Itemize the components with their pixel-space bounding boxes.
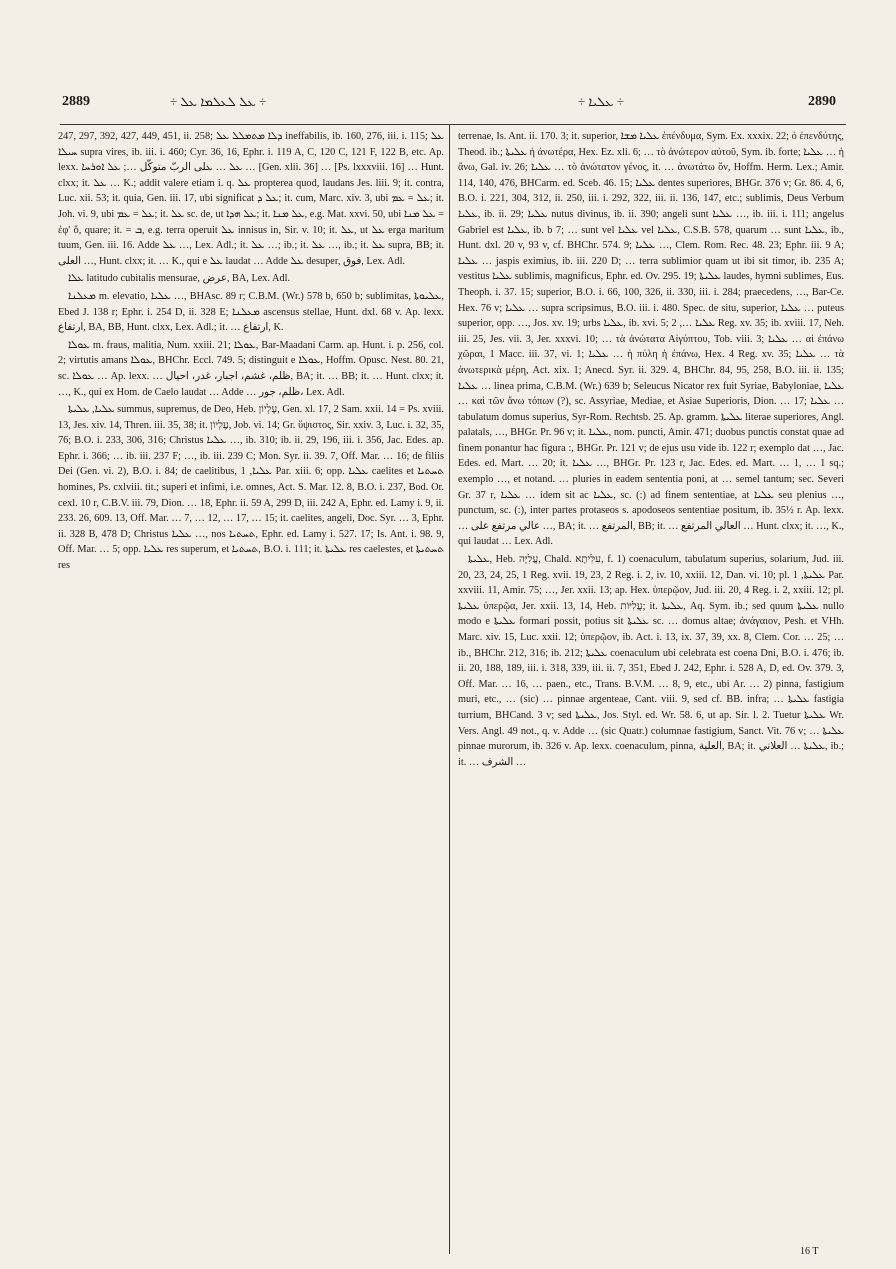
running-head-left: ÷ ܥܠ ܠܥܠܡܐ ܥܠ ÷ bbox=[170, 94, 267, 109]
column-divider bbox=[449, 124, 450, 1254]
entry: ܡܥܠܢܐ m. elevatio, ܥܠܝܐ …, BHAsc. 89 r; C.B.M. (Wr.) 578 b, 650 b; sublimitas, ܥܠܝܘܬܐ, Ebed J. 138 r; Ephr. i. 254 D, ii. 328 E; ܡܥܠܢܐ ascensus stellae, Hunt. dxl. 68 v. Ap. lexx. ارتفاع, BA, BB, Hunt. clxx, Lex. Adl.; it. … ارتفاع, K. bbox=[58, 290, 444, 334]
entry-continuation: 247, 297, 392, 427, 449, 451, ii. 258; ܕܠܐ ܡܬܡܠܠ ܥܠ ineffabilis, ib. 160, 276, iii. i. 115; ܥܠ ܚܝܠܐ supra vires, ib. iii. i. 460; Cyr. 36, 16, Ephr. i. 119 A, C, 120 C, 121 F, 122 B, etc. Ap. lexx. ܥܠ … ܥلى الربّ متوكّل …; ܥܠ ܐܘܪܚܐ … [Gen. xlii. 36] … [Ps. lxxxviii. 16] … Hunt. clxx; it. ܥܠ … K.; addit valere etiam i. q. ܥܠ propterea quod, laudans Jes. liii. 9; it. contra, Luc. xii. 53; it. quia, Gen. iii. 17, ubi significat ܥܠ ܕ; it. cum, Marc. xiv. 3, ubi ܥܠ = ܥܡ; it. Joh. vi. 9, ubi ܥܠ = ܥܡ; it. ܥܠ sc. de, ut ܥܠ ܗܕܐ; it. ܥܠ ܡܢܐ, e.g. Mat. xxvi. 50, ubi ܥܠ ܡܢܐ = ἐφ' ὅ, quare; it. = ܒ, e.g. terra operuit ܥܠ innisus in, Sir. v. 10; it. ܥܠ, ut ܥܠ erga maritum tuum, Gen. iii. 16. Adde ܥܠ …, Lex. Adl.; it. ܥܠ …; ib.; it. ܥܠ …, ib.; it. ܥܠ supra, BB; it. العلى …, Hunt. clxx; it. … K., qui e ܥܠ laudat … Adde ܥܠ desuper, فوق, Lex. Adl. bbox=[58, 131, 444, 267]
entry: ܥܘܠܐ m. fraus, malitia, Num. xxiii. 21; ܥܘܠܐ, Bar-Maadani Carm. ap. Hunt. i. p. 256, col. 2; virtutis amans ܥܘܠܐ, BHChr. Eccl. 749. 5; distinguit e ܥܘܠܐ, Hoffm. Opusc. Nest. 80. 21, sc. ܥܘܠܐ … Ap. lexx. … ظلم، غشم، اجبار، غدر، احيال, BA; it. … BB; it. … Hunt. clxx; it. …, K., qui ex Hom. de Caelo laudat … Adde … ظلم، جور، Lex. Adl. bbox=[58, 339, 444, 398]
page-number-right: 2890 bbox=[808, 94, 836, 109]
running-header bbox=[58, 94, 836, 118]
header-rule bbox=[60, 124, 846, 125]
entry: ܥܠܝܬܐ, Heb. עֲלִיָּה, Chald. עִלִּיתָא, f. 1) coenaculum, tabulatum superius, solarium, Jud. iii. 20, 23, 24, 25, 1 Reg. xvii. 19, 23, 2 Reg. i. 2, iv. 10, xxiii. 12, Dan. vi. 10; pl. ܥܠܝܬܐ, 1 Par. xxviii. 11, Amir. 75; …, Jer. xxii. 13; ap. Hex. ὑπερῷον, Jud. iii. 20, 4 Reg. i. 2, xxiii. 12; pl. ܥܠܝܬܐ ὑπερῷα, Jer. xxii. 13, 14, Heb. עֲלִיּוֹת; it. ܥܠܝܬܐ, Aq. Sym. ib.; sed quum ܥܠܝܬܐ nullo modo e ܥܠܝܬܐ formari possit, potius sit ܥܠܝܬܐ sc. … domus altae; ἀνάγαιον, Pesh. et VHh. Marc. xiv. 15, Luc. xxii. 12; ὑπερῷον, ib. Act. i. 13, ix. 37, 39, xx. 8, Clem. Cor. … 25; … ib., BHChr. 212, 316; ib. 212; ܥܠܝܬܐ coenaculum ubi celebrata est coena Dni, B.O. i. 476; ib. ii. 20, 188, 189, iii. i. 318, 339, iii. ii. 7, 351, Ebed J. 242, Ephr. i. 528 A, D, ed. Ov. 379. 3, Off. Mar. … 16, … paen., etc., Trans. B.V.M. … 8, 9, etc., ubi Ar. … 2) pinna, fastigium muri, etc., … (sic) … pinnae argenteae, Cant. viii. 9, sed cf. BB. infra; … ܥܠܝܬܐ fastigia turrium, BHCand. 3 v; sed ܥܠܝܬܐ, Jos. Styl. ed. Wr. 58. 6, ut ap. Sir. l. 2. Tuetur ܥܠܝܬܐ Wr. Vers. Angl. 49 not., q. v. Adde … (sic Quatr.) columnae fastigium, Sanct. Vit. 76 v; … ܥܠܝܬܐ pinnae murorum, ib. 326 v. Ap. lexx. coenaculum, pinna, العلية, BA; it. ܥܠܝܬܐ … العلاني, ib.; it. … الشرف … bbox=[458, 554, 844, 768]
printer-signature: 16 T bbox=[800, 1246, 819, 1257]
left-column bbox=[58, 129, 444, 1247]
entry-continuation: terrenae, Is. Ant. ii. 170. 3; it. superior, ܥܠܝܐ ܡܫܐ ἐπένδυμα, Sym. Ex. xxxix. 22; ὁ ἐπενδύτης, Theod. ib.; ܥܠܝܬܐ ἡ ἀνωτέρα, Hex. Ez. xli. 6; … τὸ ἀνώτερον αὐτοῦ, Sym. ib. forte; ܥܠܝܐ … ἡ ἄνω, Gal. iv. 26; ܥܠܝܐ … τὸ ἀνώτατον γένος, it. … ἀνωτάτω ὄν, Hoffm. Herm. Lex.; Amir. 114, 140, 476, BHCarm. ed. Sceb. 46. 15; ܥܠܝܐ dentes superiores, BHGr. 376 v; Gr. 86. 4, 6, B.O. i. 221, 304, 312, ii. 250, iii. i. 292, 322, iii. ii. 136, 147, etc.; sublimis, Deus Verbum ܥܠܝܐ, ib. ii. 29; ܥܠܝܐ nutus divinus, ib. ii. 390; angeli sunt ܥܠܝܐ …, ib. iii. i. 111; angelus Gabriel est ܥܠܝܐ, ib. b 7; … sunt vel ܥܠܝܐ vel ܥܠܝܐ, C.S.B. 578, quarum … sunt ܥܠܝܐ, ib., Hunt. dxl. 20 v, 93 v, cf. BHChr. 574. 9; ܥܠܝܐ …, Clem. Rom. Rec. 48. 23; Ephr. iii. 9 A; ܥܠܝܐ … jaspis eximius, ib. iii. 220 D; … terra sublimior quam ut ibi sit timor, ib. 235 A; vestitus ܥܠܝܐ sublimis, magnificus, Ephr. ed. Ov. 295. 19; ܥܠܝܬܐ laudes, hymni sublimes, Eus. Theoph. i. 37. 15; superior, B.O. i. 66, 100, 326, ii. 330, iii. i. 284; praecedens, …, Bar-Ce. Hex. 76 v; ܥܠܝܐ … supra scripsimus, B.O. iii. i. 480. Spec. de situ, superior, ܥܠܝܐ … puteus superior, opp. …, Jos. xv. 19; urbs ܥܠܝܐ, ib. xvi. 5; ܥܠܝܐ …, 2 Reg. xv. 35; ib. xviii. 17, Neh. iii. 25, Jes. vii. 3, Jer. xxxvi. 10; … τὰ ἀνώτατα Αἰγύπτου, Tob. viii. 3; ܥܠܝܐ … αἱ ἐπάνω χῶραι, 1 Macc. iii. 37, vi. 1; ܥܠܝܐ … ἡ πύλη ἡ ἐπάνω, Hex. 4 Reg. xv. 35; ܥܠܝܐ … τὰ ἀνωτερικὰ μέρη, Act. xix. 1; Anecd. Syr. ii. 329. 4, BHChr. 84, 95, 258, B.O. iii. ii. 135; ܥܠܝܐ … linea prima, C.B.M. (Wr.) 639 b; Seleucus Nicator rex fuit Syriae, Babyloniae, ܥܠܝܐ … καὶ τῶν ἄνω τόπων (?), sc. Assyriae, Mediae, et Asiae Superioris, Dion. … 17; ܥܠܝܐ … tabulatum domus superius, Syr-Rom. Rechtsb. 25. Ap. gramm. ܥܠܝܬܐ literae superiores, Angl. palatals, …, BHGr. Pr. 96 v; it. ܥܠܝܐ, nom. puncti, Amir. 471; duobus punctis constat quae ad finem ponantur hac figura :, BHGr. Pr. 121 v; de ejus usu vide ib. 122 r; exemplo dat …, Jac. Edes. ed. Mart. … 20; it. ܥܠܝܐ …, BHGr. Pr. 123 r, Jac. Edes. ed. Mart. … 1, … 1 sq.; exemplo …, et notand. … pluries in eadem sententia poni, at … semel tantum; sec. Severi Gr. 37 r, ܥܠܝܐ … idem sit ac ܥܠܝܐ, sc. (:) ad finem sententiae, at ܥܠܝܐ seu plenius …, punctum, sc. (:), inter partes protaseos s. apodoseos sententiae positum, ib. 35½ r. Ap. lexx. … عالي مرتفع على …, BA; it. … المرتفع, BB; it. … العالي المرتفع … Hunt. clxx; it. …, K., qui laudat … Lex. Adl. bbox=[458, 131, 844, 548]
running-head-right: ÷ ܥܠܝܐ ÷ bbox=[578, 94, 624, 109]
right-column bbox=[458, 129, 844, 1247]
entry: ܥܠܝܐ, ܥܠܝܬܐ summus, supremus, de Deo, Heb. עֶלְיוֹן, Gen. xl. 17, 2 Sam. xxii. 14 = Ps. xviii. 13, Jes. xiv. 14, Thren. iii. 35, 38; it. עֶלְיוֹן, Job. vi. 14; Gr. ὕψιστος, Sir. xxiv. 3, Luc. i. 32, 35, 76; B.O. i. 233, 306, 316; Christus ܥܠܝܐ …, ib. 310; ib. ii. 29, 196, iii. i. 356, Jac. Edes. ap. Ephr. i. 366; … ib. iii. 237 F; …, ib. iii. 239 C; Mon. Syr. ii. 39. 7, Off. Mar. … 16; de filiis Dei (Gen. vi. 2), B.O. i. 84; de caelitibus, ܥܠܝܐ, 1 Par. xiii. 6; opp. ܥܠܝܐ caelites et ܬܚܬܝܐ homines, Ps. cxlviii. tit.; superi et infimi, i.e. omnes, Act. S. Mar. 12. 8, B.O. i. 237, Bod. Or. cexl. 10 r, C.B.V. iii. 79, Dion. … 18, Ephr. ii. 59 A, 299 D, iii. 242 A, Ephr. ed. Lamy i. 9, ii. 233. 26, 609. 13, Off. Mar. … 7, … 12, … 17, … 15; it. caelites, angeli, Doc. Syr. … 3, Ephr. ii. 328 B, 478 D; Christus ܥܠܝܐ …, nos ܬܚܬܝܐ, Ephr. ed. Lamy i. 527. 17; Is. Ant. i. 98. 9, Off. Mar. … 5; opp. ܥܠܝܐ res superum, et ܬܚܬܝܐ, B.O. i. 111; it. ܥܠܝܬܐ res caelestes, et ܬܚܬܝܬܐ res bbox=[58, 404, 444, 572]
entry: ܥܠܐ latitudo cubitalis mensurae, عرض, BA, Lex. Adl. bbox=[68, 273, 291, 285]
page-number-left: 2889 bbox=[62, 94, 90, 109]
